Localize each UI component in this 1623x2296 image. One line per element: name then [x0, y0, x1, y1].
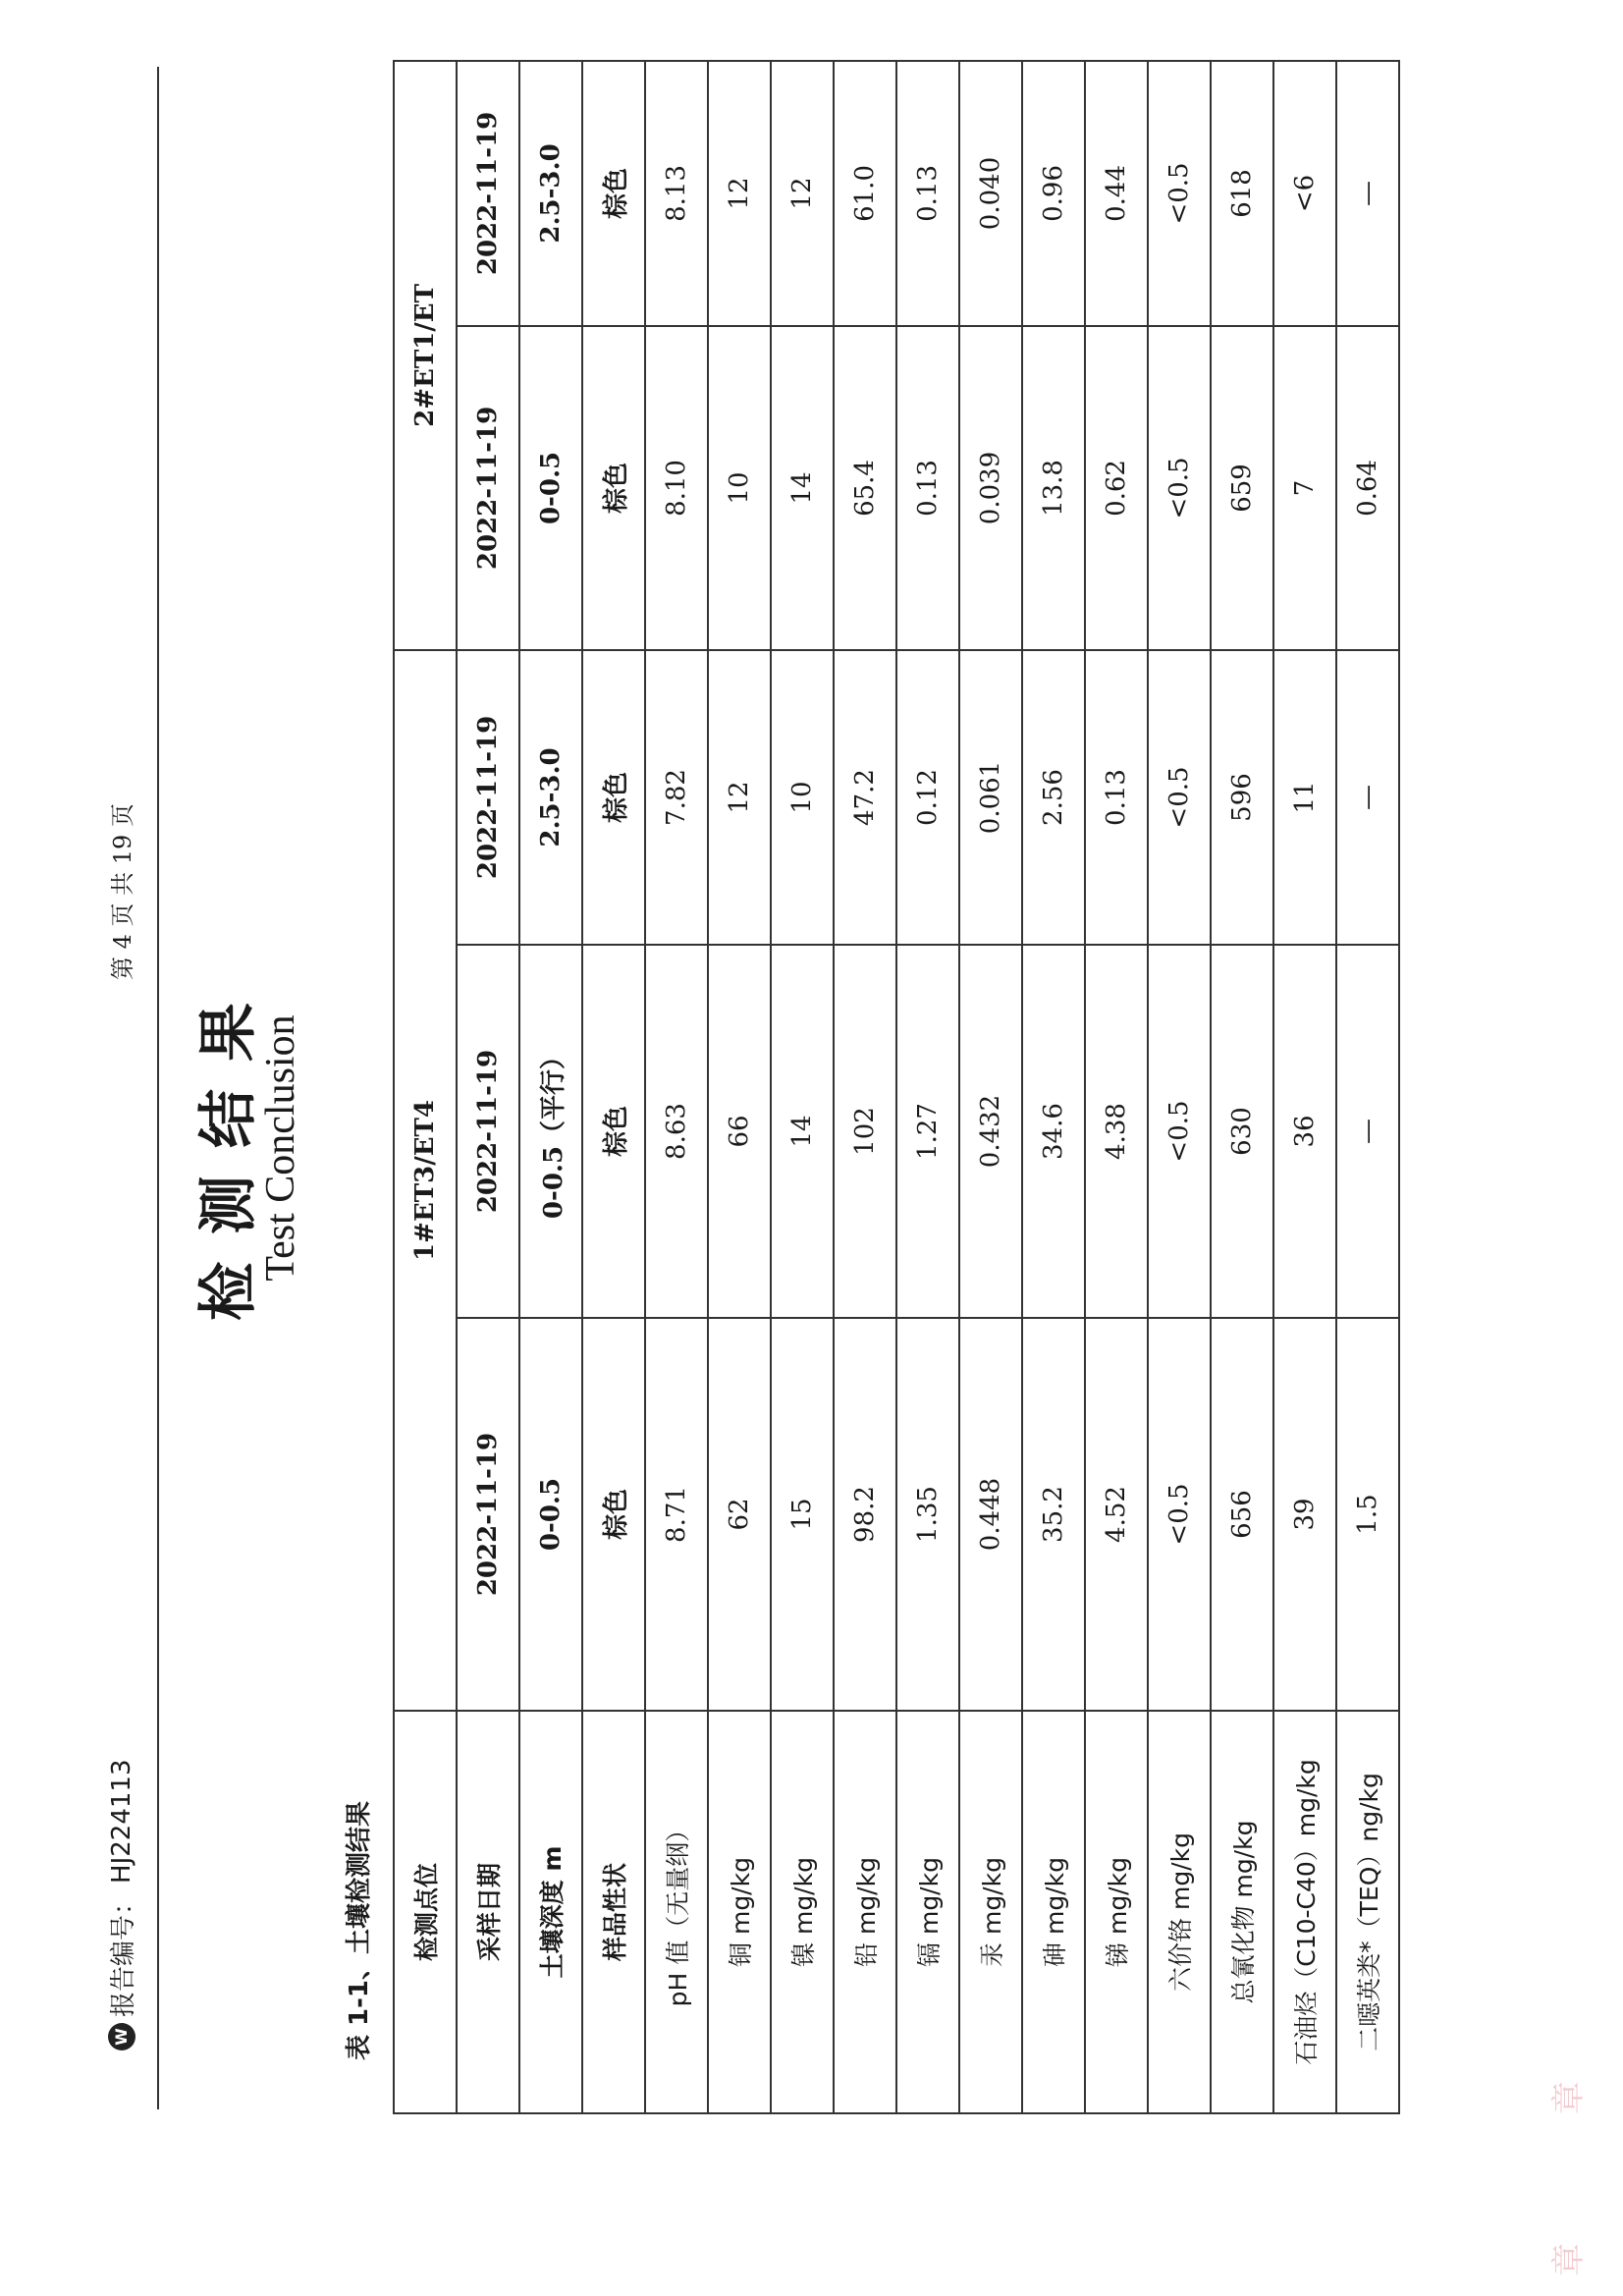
table-cell: 0.64 [1336, 326, 1399, 650]
table-cell: 0.039 [959, 326, 1022, 650]
table-row [959, 61, 1022, 2113]
table-cell: 65.4 [834, 326, 896, 650]
row-label: 采样日期 [457, 1711, 519, 2113]
table-row [645, 61, 708, 2113]
row-label: 砷 mg/kg [1022, 1711, 1085, 2113]
table-cell: 15 [771, 1318, 834, 1711]
table-row [582, 61, 645, 2113]
table-cell: 棕色 [582, 1318, 645, 1711]
row-label: 铅 mg/kg [834, 1711, 896, 2113]
table-cell: 12 [771, 61, 834, 326]
row-label: 锑 mg/kg [1085, 1711, 1148, 2113]
table-cell: 1.5 [1336, 1318, 1399, 1711]
table-cell: 14 [771, 326, 834, 650]
table-row [771, 61, 834, 2113]
table-cell: 8.10 [645, 326, 708, 650]
table-cell: 0.448 [959, 1318, 1022, 1711]
group-header: 1#ET3/ET4 [394, 650, 457, 1711]
table-cell: <0.5 [1148, 1318, 1211, 1711]
table-cell: 98.2 [834, 1318, 896, 1711]
company-logo-icon: W [108, 2023, 135, 2050]
soil-results-table [393, 60, 1400, 2114]
table-cell: 0.040 [959, 61, 1022, 326]
table-cell: 0.13 [1085, 650, 1148, 945]
report-number-label: 报告编号： [109, 1888, 138, 2017]
row-label: 石油烃（C10-C40）mg/kg [1273, 1711, 1336, 2113]
page-number: 第 4 页 共 19 页 [109, 803, 136, 980]
table-cell: 8.63 [645, 945, 708, 1318]
table-cell: 2022-11-19 [457, 326, 519, 650]
table-cell: 2.5-3.0 [519, 650, 582, 945]
table-row [1211, 61, 1273, 2113]
table-cell: 630 [1211, 945, 1273, 1318]
table-cell: 61.0 [834, 61, 896, 326]
row-label: 镉 mg/kg [896, 1711, 959, 2113]
table-cell: 596 [1211, 650, 1273, 945]
table-cell: 618 [1211, 61, 1273, 326]
table-cell: 0.96 [1022, 61, 1085, 326]
table-cell: 659 [1211, 326, 1273, 650]
table-row [1336, 61, 1399, 2113]
row-label: 六价铬 mg/kg [1148, 1711, 1211, 2113]
table-cell: 0.13 [896, 61, 959, 326]
table-cell: 2022-11-19 [457, 945, 519, 1318]
table-cell: 47.2 [834, 650, 896, 945]
table-caption: 表 1-1、土壤检测结果 [345, 1800, 374, 2060]
header-divider [157, 67, 159, 2109]
table-cell: <0.5 [1148, 650, 1211, 945]
seal-stamp-icon: 章 章 [1549, 2022, 1589, 2276]
table-cell: 0.432 [959, 945, 1022, 1318]
group-header: 2#ET1/ET [394, 61, 457, 650]
row-label: 镍 mg/kg [771, 1711, 834, 2113]
table-cell: 棕色 [582, 61, 645, 326]
page-subtitle: Test Conclusion [258, 1014, 303, 1282]
table-cell: 7 [1273, 326, 1336, 650]
row-label: 汞 mg/kg [959, 1711, 1022, 2113]
row-label: 总氰化物 mg/kg [1211, 1711, 1273, 2113]
table-cell: 8.13 [645, 61, 708, 326]
table-cell: 102 [834, 945, 896, 1318]
table-cell: 2.56 [1022, 650, 1085, 945]
table-cell: 2022-11-19 [457, 1318, 519, 1711]
table-row [708, 61, 771, 2113]
table-cell: 0.13 [896, 326, 959, 650]
report-number [103, 1760, 139, 2051]
table-cell: — [1336, 945, 1399, 1318]
table-cell: 12 [708, 650, 771, 945]
table-cell: 10 [708, 326, 771, 650]
table-cell: 棕色 [582, 326, 645, 650]
table-cell: 棕色 [582, 650, 645, 945]
row-label: 铜 mg/kg [708, 1711, 771, 2113]
table-cell: 13.8 [1022, 326, 1085, 650]
table-cell: <0.5 [1148, 326, 1211, 650]
table-cell: 34.6 [1022, 945, 1085, 1318]
table-cell: <6 [1273, 61, 1336, 326]
table-cell: <0.5 [1148, 61, 1211, 326]
table-row [1273, 61, 1336, 2113]
report-number-value: HJ224113 [106, 1759, 136, 1884]
table-header-row [394, 61, 457, 2113]
table-cell: 1.35 [896, 1318, 959, 1711]
table-row [1022, 61, 1085, 2113]
table-row [896, 61, 959, 2113]
table-cell: 36 [1273, 945, 1336, 1318]
point-label: 检测点位 [394, 1711, 457, 2113]
table-cell: 66 [708, 945, 771, 1318]
table-cell: 0-0.5 [519, 1318, 582, 1711]
table-cell: 0-0.5（平行） [519, 945, 582, 1318]
table-cell: 0.061 [959, 650, 1022, 945]
page-title: 检测结果 [194, 975, 263, 1321]
table-cell: 0.62 [1085, 326, 1148, 650]
table-cell: 1.27 [896, 945, 959, 1318]
row-label: 二噁英类*（TEQ）ng/kg [1336, 1711, 1399, 2113]
table-cell: 8.71 [645, 1318, 708, 1711]
table-row [457, 61, 519, 2113]
table-cell: 0-0.5 [519, 326, 582, 650]
table-cell: 2022-11-19 [457, 650, 519, 945]
row-label: 样品性状 [582, 1711, 645, 2113]
table-cell: 14 [771, 945, 834, 1318]
table-cell: 2.5-3.0 [519, 61, 582, 326]
table-cell: 656 [1211, 1318, 1273, 1711]
table-cell: 10 [771, 650, 834, 945]
table-cell: 4.52 [1085, 1318, 1148, 1711]
table-cell: 0.12 [896, 650, 959, 945]
table-cell: 0.44 [1085, 61, 1148, 326]
table-cell: — [1336, 61, 1399, 326]
table-cell: 11 [1273, 650, 1336, 945]
row-label: 土壤深度 m [519, 1711, 582, 2113]
table-cell: 62 [708, 1318, 771, 1711]
table-cell: 4.38 [1085, 945, 1148, 1318]
row-label: pH 值（无量纲） [645, 1711, 708, 2113]
table-cell: 棕色 [582, 945, 645, 1318]
table-cell: — [1336, 650, 1399, 945]
table-row [1148, 61, 1211, 2113]
table-cell: 7.82 [645, 650, 708, 945]
table-cell: 12 [708, 61, 771, 326]
table-cell: 35.2 [1022, 1318, 1085, 1711]
table-cell: 39 [1273, 1318, 1336, 1711]
table-cell: <0.5 [1148, 945, 1211, 1318]
table-row [1085, 61, 1148, 2113]
table-row [834, 61, 896, 2113]
table-cell: 2022-11-19 [457, 61, 519, 326]
table-row [519, 61, 582, 2113]
